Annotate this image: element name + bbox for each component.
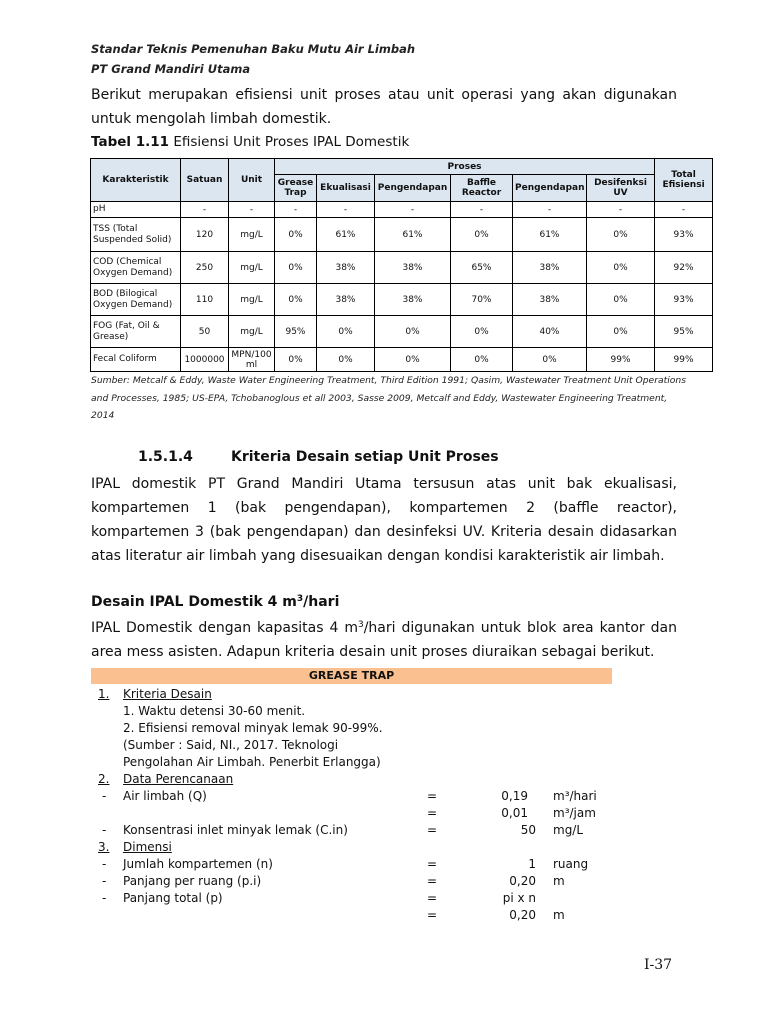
cell: 0%: [587, 252, 655, 284]
criteria-line: 2. Efisiensi removal minyak lemak 90-99%.: [123, 721, 383, 735]
row-value: 50: [520, 823, 536, 837]
cell: 70%: [451, 284, 513, 316]
table-row: [91, 202, 713, 218]
cell: 38%: [513, 252, 587, 284]
cell: 250: [181, 252, 229, 284]
cell: 0%: [451, 316, 513, 348]
row-unit: m³/hari: [553, 789, 597, 803]
row-equals: =: [427, 806, 438, 820]
table-source-note: Sumber: Metcalf & Eddy, Waste Water Engineering Treatment, Third Edition 1991; Qasim, Wastewater Treatment Unit Operations and Processes, 1985; US-EPA, Tchobanoglous et all 2003, Sasse 2009, Metcalf and Eddy, Wastewater Engineering Treatment, 2014: [91, 375, 686, 421]
cell: 0%: [375, 348, 451, 372]
row-label: Air limbah (Q): [123, 789, 207, 803]
cell: -: [451, 202, 513, 218]
row-equals: =: [427, 789, 438, 803]
row-unit: mg/L: [553, 823, 584, 837]
th-satuan: Satuan: [181, 159, 229, 202]
design-heading-unit: /hari: [303, 594, 340, 610]
section-1-title: Kriteria Desain: [123, 687, 212, 701]
th-total: Total Efisiensi: [655, 159, 713, 202]
cell: 0%: [275, 218, 317, 252]
row-unit: m: [553, 874, 565, 888]
cell-parameter: BOD (Bilogical Oxygen Demand): [91, 284, 181, 316]
cell: -: [229, 202, 275, 218]
th-grease-trap: Grease Trap: [275, 175, 317, 202]
cell: 38%: [317, 252, 375, 284]
cell-parameter: pH: [91, 202, 181, 218]
row-equals: =: [427, 874, 438, 888]
row-unit: m³/jam: [553, 806, 596, 820]
section-title: Kriteria Desain setiap Unit Proses: [231, 449, 499, 465]
design-text-pre: IPAL Domestik dengan kapasitas 4 m: [91, 620, 358, 636]
cell: 110: [181, 284, 229, 316]
cell: 0%: [317, 348, 375, 372]
row-unit: ruang: [553, 857, 589, 871]
cell: 38%: [513, 284, 587, 316]
row-dash: -: [102, 891, 107, 905]
cell: 0%: [275, 348, 317, 372]
table-row: [91, 252, 713, 284]
cell: 99%: [655, 348, 713, 372]
table-caption-label: Tabel 1.11: [91, 134, 170, 150]
section-1-number: 1.: [98, 687, 110, 701]
cell: mg/L: [229, 284, 275, 316]
cell: mg/L: [229, 218, 275, 252]
th-pengendapan-2: Pengendapan: [513, 175, 587, 202]
cell: 0%: [275, 284, 317, 316]
cell: 92%: [655, 252, 713, 284]
cell: 61%: [375, 218, 451, 252]
row-dash: -: [102, 857, 107, 871]
cell: -: [655, 202, 713, 218]
design-text-sup: 3: [357, 620, 364, 630]
cell: -: [375, 202, 451, 218]
row-equals: =: [427, 908, 438, 922]
cell: 38%: [317, 284, 375, 316]
th-baffle-reactor: Baffle Reactor: [451, 175, 513, 202]
page-number: I-37: [644, 957, 673, 973]
cell-parameter: Fecal Coliform: [91, 348, 181, 372]
cell: 0%: [587, 316, 655, 348]
section-3-title: Dimensi: [123, 840, 172, 854]
cell: 40%: [513, 316, 587, 348]
table-caption: [91, 134, 409, 150]
design-heading-text: Desain IPAL Domestik 4 m: [91, 594, 297, 610]
section-number: 1.5.1.4: [138, 449, 193, 465]
cell: 38%: [375, 284, 451, 316]
cell: 0%: [317, 316, 375, 348]
cell: mg/L: [229, 316, 275, 348]
cell: 120: [181, 218, 229, 252]
row-label: Jumlah kompartemen (n): [123, 857, 273, 871]
cell: 65%: [451, 252, 513, 284]
row-value: pi x n: [502, 891, 536, 905]
design-heading: [91, 594, 339, 610]
cell: 61%: [513, 218, 587, 252]
cell: 0%: [275, 252, 317, 284]
table-row: [91, 284, 713, 316]
criteria-line: (Sumber : Said, NI., 2017. Teknologi: [123, 738, 339, 752]
cell: -: [275, 202, 317, 218]
th-desinfeksi: Desifenksi UV: [587, 175, 655, 202]
row-value: 0,20: [509, 874, 536, 888]
row-dash: -: [102, 823, 107, 837]
design-heading-sup: 3: [296, 594, 304, 604]
cell: mg/L: [229, 252, 275, 284]
row-value: 0,01: [501, 806, 528, 820]
cell: -: [587, 202, 655, 218]
efficiency-table: [90, 158, 713, 372]
cell: 95%: [275, 316, 317, 348]
cell: 61%: [317, 218, 375, 252]
grease-trap-header: GREASE TRAP: [91, 668, 612, 684]
header-company: PT Grand Mandiri Utama: [91, 62, 251, 76]
row-label: Konsentrasi inlet minyak lemak (C.in): [123, 823, 348, 837]
table-row: [91, 348, 713, 372]
row-dash: -: [102, 874, 107, 888]
cell: -: [317, 202, 375, 218]
cell: 0%: [587, 284, 655, 316]
cell: -: [513, 202, 587, 218]
section-paragraph: IPAL domestik PT Grand Mandiri Utama tersusun atas unit bak ekualisasi, kompartemen 1 (bak pengendapan), kompartemen 2 (baffle reactor), kompartemen 3 (bak pengendapan) dan desinfeksi UV. Kriteria desain didasarkan atas literatur air limbah yang disesuaikan dengan kondisi karakteristik air limbah.: [91, 476, 677, 564]
th-proses: Proses: [275, 159, 655, 175]
th-ekualisasi: Ekualisasi: [317, 175, 375, 202]
criteria-line: Pengolahan Air Limbah. Penerbit Erlangga): [123, 755, 381, 769]
cell: 0%: [451, 348, 513, 372]
row-dash: -: [102, 789, 107, 803]
section-2-number: 2.: [98, 772, 110, 786]
row-label: Panjang total (p): [123, 891, 223, 905]
cell: MPN/100 ml: [229, 348, 275, 372]
cell: 93%: [655, 284, 713, 316]
row-equals: =: [427, 823, 438, 837]
cell-parameter: TSS (Total Suspended Solid): [91, 218, 181, 252]
cell: 50: [181, 316, 229, 348]
th-pengendapan-1: Pengendapan: [375, 175, 451, 202]
cell: -: [181, 202, 229, 218]
intro-paragraph: Berikut merupakan efisiensi unit proses atau unit operasi yang akan digunakan untuk mengolah limbah domestik.: [91, 87, 677, 127]
cell: 1000000: [181, 348, 229, 372]
cell-parameter: FOG (Fat, Oil & Grease): [91, 316, 181, 348]
th-unit: Unit: [229, 159, 275, 202]
row-unit: m: [553, 908, 565, 922]
cell: 99%: [587, 348, 655, 372]
row-value: 0,20: [509, 908, 536, 922]
row-equals: =: [427, 857, 438, 871]
cell: 0%: [451, 218, 513, 252]
th-karakteristik: Karakteristik: [91, 159, 181, 202]
design-text-post: /hari digunakan untuk blok area kantor dan area mess asisten. Adapun kriteria desain unit proses diuraikan sebagai berikut.: [91, 620, 677, 660]
row-value: 1: [528, 857, 536, 871]
cell: 0%: [587, 218, 655, 252]
header-title: Standar Teknis Pemenuhan Baku Mutu Air Limbah: [91, 42, 416, 56]
row-value: 0,19: [501, 789, 528, 803]
row-equals: =: [427, 891, 438, 905]
section-3-number: 3.: [98, 840, 110, 854]
row-label: Panjang per ruang (p.i): [123, 874, 262, 888]
cell: 0%: [513, 348, 587, 372]
cell: 38%: [375, 252, 451, 284]
cell-parameter: COD (Chemical Oxygen Demand): [91, 252, 181, 284]
cell: 0%: [375, 316, 451, 348]
table-caption-text: Efisiensi Unit Proses IPAL Domestik: [169, 134, 410, 150]
design-paragraph: [91, 616, 677, 664]
criteria-line: 1. Waktu detensi 30-60 menit.: [123, 704, 306, 718]
table-row: [91, 218, 713, 252]
cell: 93%: [655, 218, 713, 252]
section-2-title: Data Perencanaan: [123, 772, 234, 786]
table-row: [91, 316, 713, 348]
cell: 95%: [655, 316, 713, 348]
